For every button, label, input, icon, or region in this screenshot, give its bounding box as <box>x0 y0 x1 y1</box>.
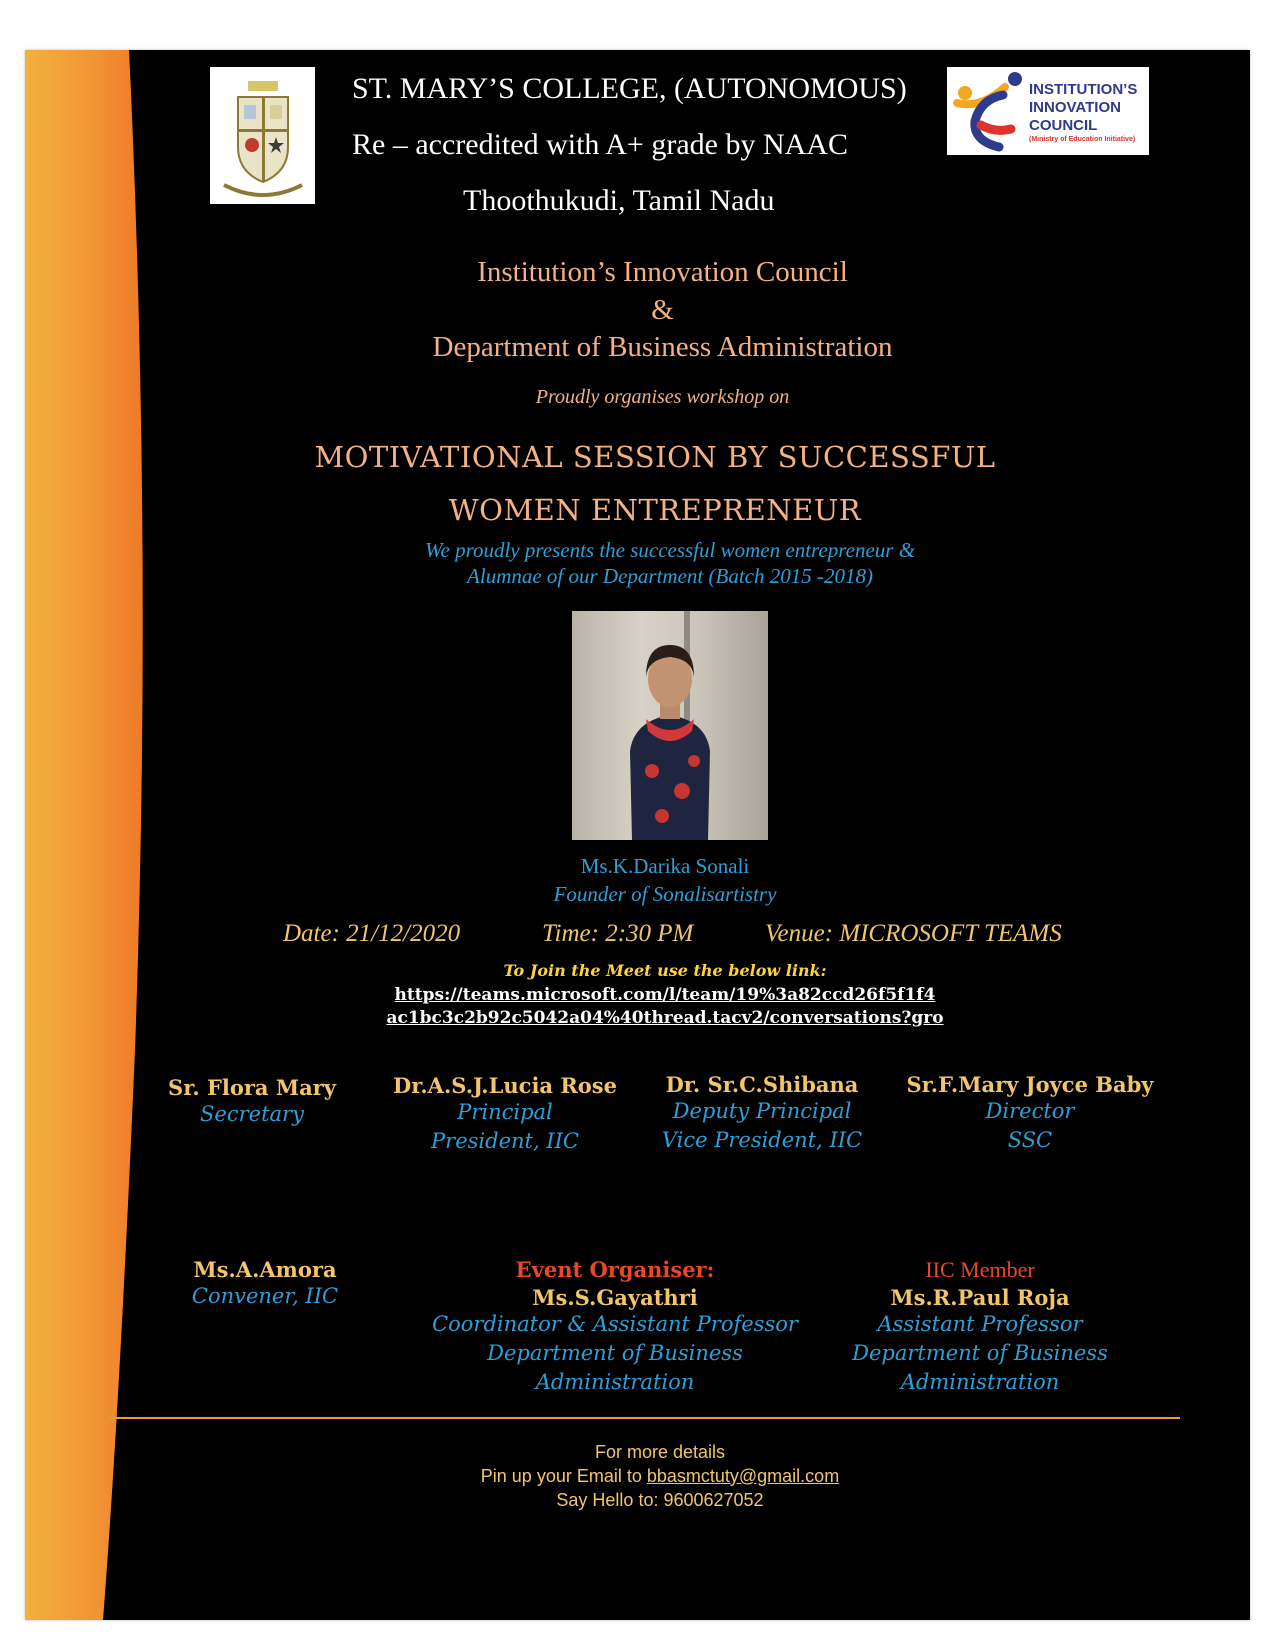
iic-emblem-icon <box>951 69 1029 153</box>
organiser-name: Ms.S.Gayathri <box>532 1285 698 1310</box>
official-name: Dr. Sr.C.Shibana <box>665 1072 859 1097</box>
member-label: IIC Member <box>925 1257 1035 1282</box>
convener-name: Ms.A.Amora <box>193 1257 337 1282</box>
footer-divider <box>110 1417 1180 1419</box>
official-1 <box>162 1075 342 1129</box>
official-name: Dr.A.S.J.Lucia Rose <box>393 1073 617 1098</box>
official-name: Sr.F.Mary Joyce Baby <box>906 1072 1154 1097</box>
organiser-amp: & <box>651 294 674 326</box>
contact-email-prefix: Pin up your Email to <box>480 1466 647 1486</box>
event-intro-line2: Alumnae of our Department (Batch 2015 -2018) <box>467 564 873 588</box>
iic-logo-line4: (Ministry of Education Initiative) <box>1029 136 1136 143</box>
poster <box>25 50 1250 1620</box>
iic-logo <box>947 67 1149 155</box>
organiser-iic: Institution’s Innovation Council <box>477 256 848 288</box>
convener <box>175 1257 355 1311</box>
college-location: Thoothukudi, Tamil Nadu <box>463 184 775 217</box>
meet-link-line2[interactable]: ac1bc3c2b92c5042a04%40thread.tacv2/conversations?gro <box>386 1008 944 1028</box>
iic-logo-line3: COUNCIL <box>1029 117 1098 134</box>
organiser-dept: Department of Business <box>487 1341 743 1365</box>
event-title-line2: WOMEN ENTREPRENEUR <box>448 493 862 527</box>
organiser-dept: Department of Business Administration <box>432 331 893 363</box>
contact-email-link[interactable]: bbasmctuty@gmail.com <box>646 1466 840 1486</box>
official-role-2: Vice President, IIC <box>661 1128 863 1152</box>
member-role: Assistant Professor <box>877 1312 1083 1336</box>
member-dept-2: Administration <box>900 1370 1060 1394</box>
speaker-title: Founder of Sonalisartistry <box>553 882 777 906</box>
meet-label: To Join the Meet use the below link: <box>503 961 827 980</box>
college-crest-logo <box>210 67 315 204</box>
contact-email-line <box>25 1464 1250 1488</box>
organiser-dept-2: Administration <box>535 1370 695 1394</box>
member-dept: Department of Business <box>852 1341 1108 1365</box>
speaker-portrait-icon <box>572 611 768 840</box>
event-venue: Venue: MICROSOFT TEAMS <box>765 920 1062 947</box>
iic-logo-line1: INSTITUTION’S <box>1029 81 1138 98</box>
event-date: Date: 21/12/2020 <box>283 920 461 947</box>
official-4 <box>895 1072 1165 1155</box>
iic-logo-line2: INNOVATION <box>1029 99 1121 116</box>
official-3 <box>652 1072 872 1155</box>
meet-link-line1[interactable]: https://teams.microsoft.com/l/team/19%3a82ccd26f5f1f4 <box>394 985 936 1005</box>
crest-icon <box>210 67 315 204</box>
contact-phone: Say Hello to: 9600627052 <box>556 1490 764 1510</box>
official-role: Deputy Principal <box>672 1099 852 1123</box>
accreditation-line: Re – accredited with A+ grade by NAAC <box>352 128 848 161</box>
contact-heading: For more details <box>594 1442 726 1462</box>
footer-contact <box>25 1440 1250 1512</box>
official-role: Principal <box>457 1100 553 1124</box>
convener-role: Convener, IIC <box>191 1284 339 1308</box>
official-role: Secretary <box>200 1102 304 1126</box>
official-2 <box>385 1073 625 1156</box>
speaker-name: Ms.K.Darika Sonali <box>580 854 750 878</box>
member-name: Ms.R.Paul Roja <box>890 1285 1070 1310</box>
event-intro-line1: We proudly presents the successful women entrepreneur & <box>424 538 916 562</box>
official-role-2: President, IIC <box>431 1129 579 1153</box>
organiser-label: Event Organiser: <box>515 1257 715 1282</box>
event-time: Time: 2:30 PM <box>542 920 694 947</box>
event-organiser <box>425 1257 805 1397</box>
organiser-tagline: Proudly organises workshop on <box>535 386 790 408</box>
college-name: ST. MARY’S COLLEGE, (AUTONOMOUS) <box>352 72 907 105</box>
iic-member <box>840 1257 1120 1397</box>
speaker-photo <box>572 611 768 840</box>
official-name: Sr. Flora Mary <box>168 1075 336 1100</box>
organiser-role: Coordinator & Assistant Professor <box>432 1312 798 1336</box>
official-role-2: SSC <box>1007 1128 1053 1152</box>
event-title-line1: MOTIVATIONAL SESSION BY SUCCESSFUL <box>314 440 996 474</box>
official-role: Director <box>985 1099 1075 1123</box>
